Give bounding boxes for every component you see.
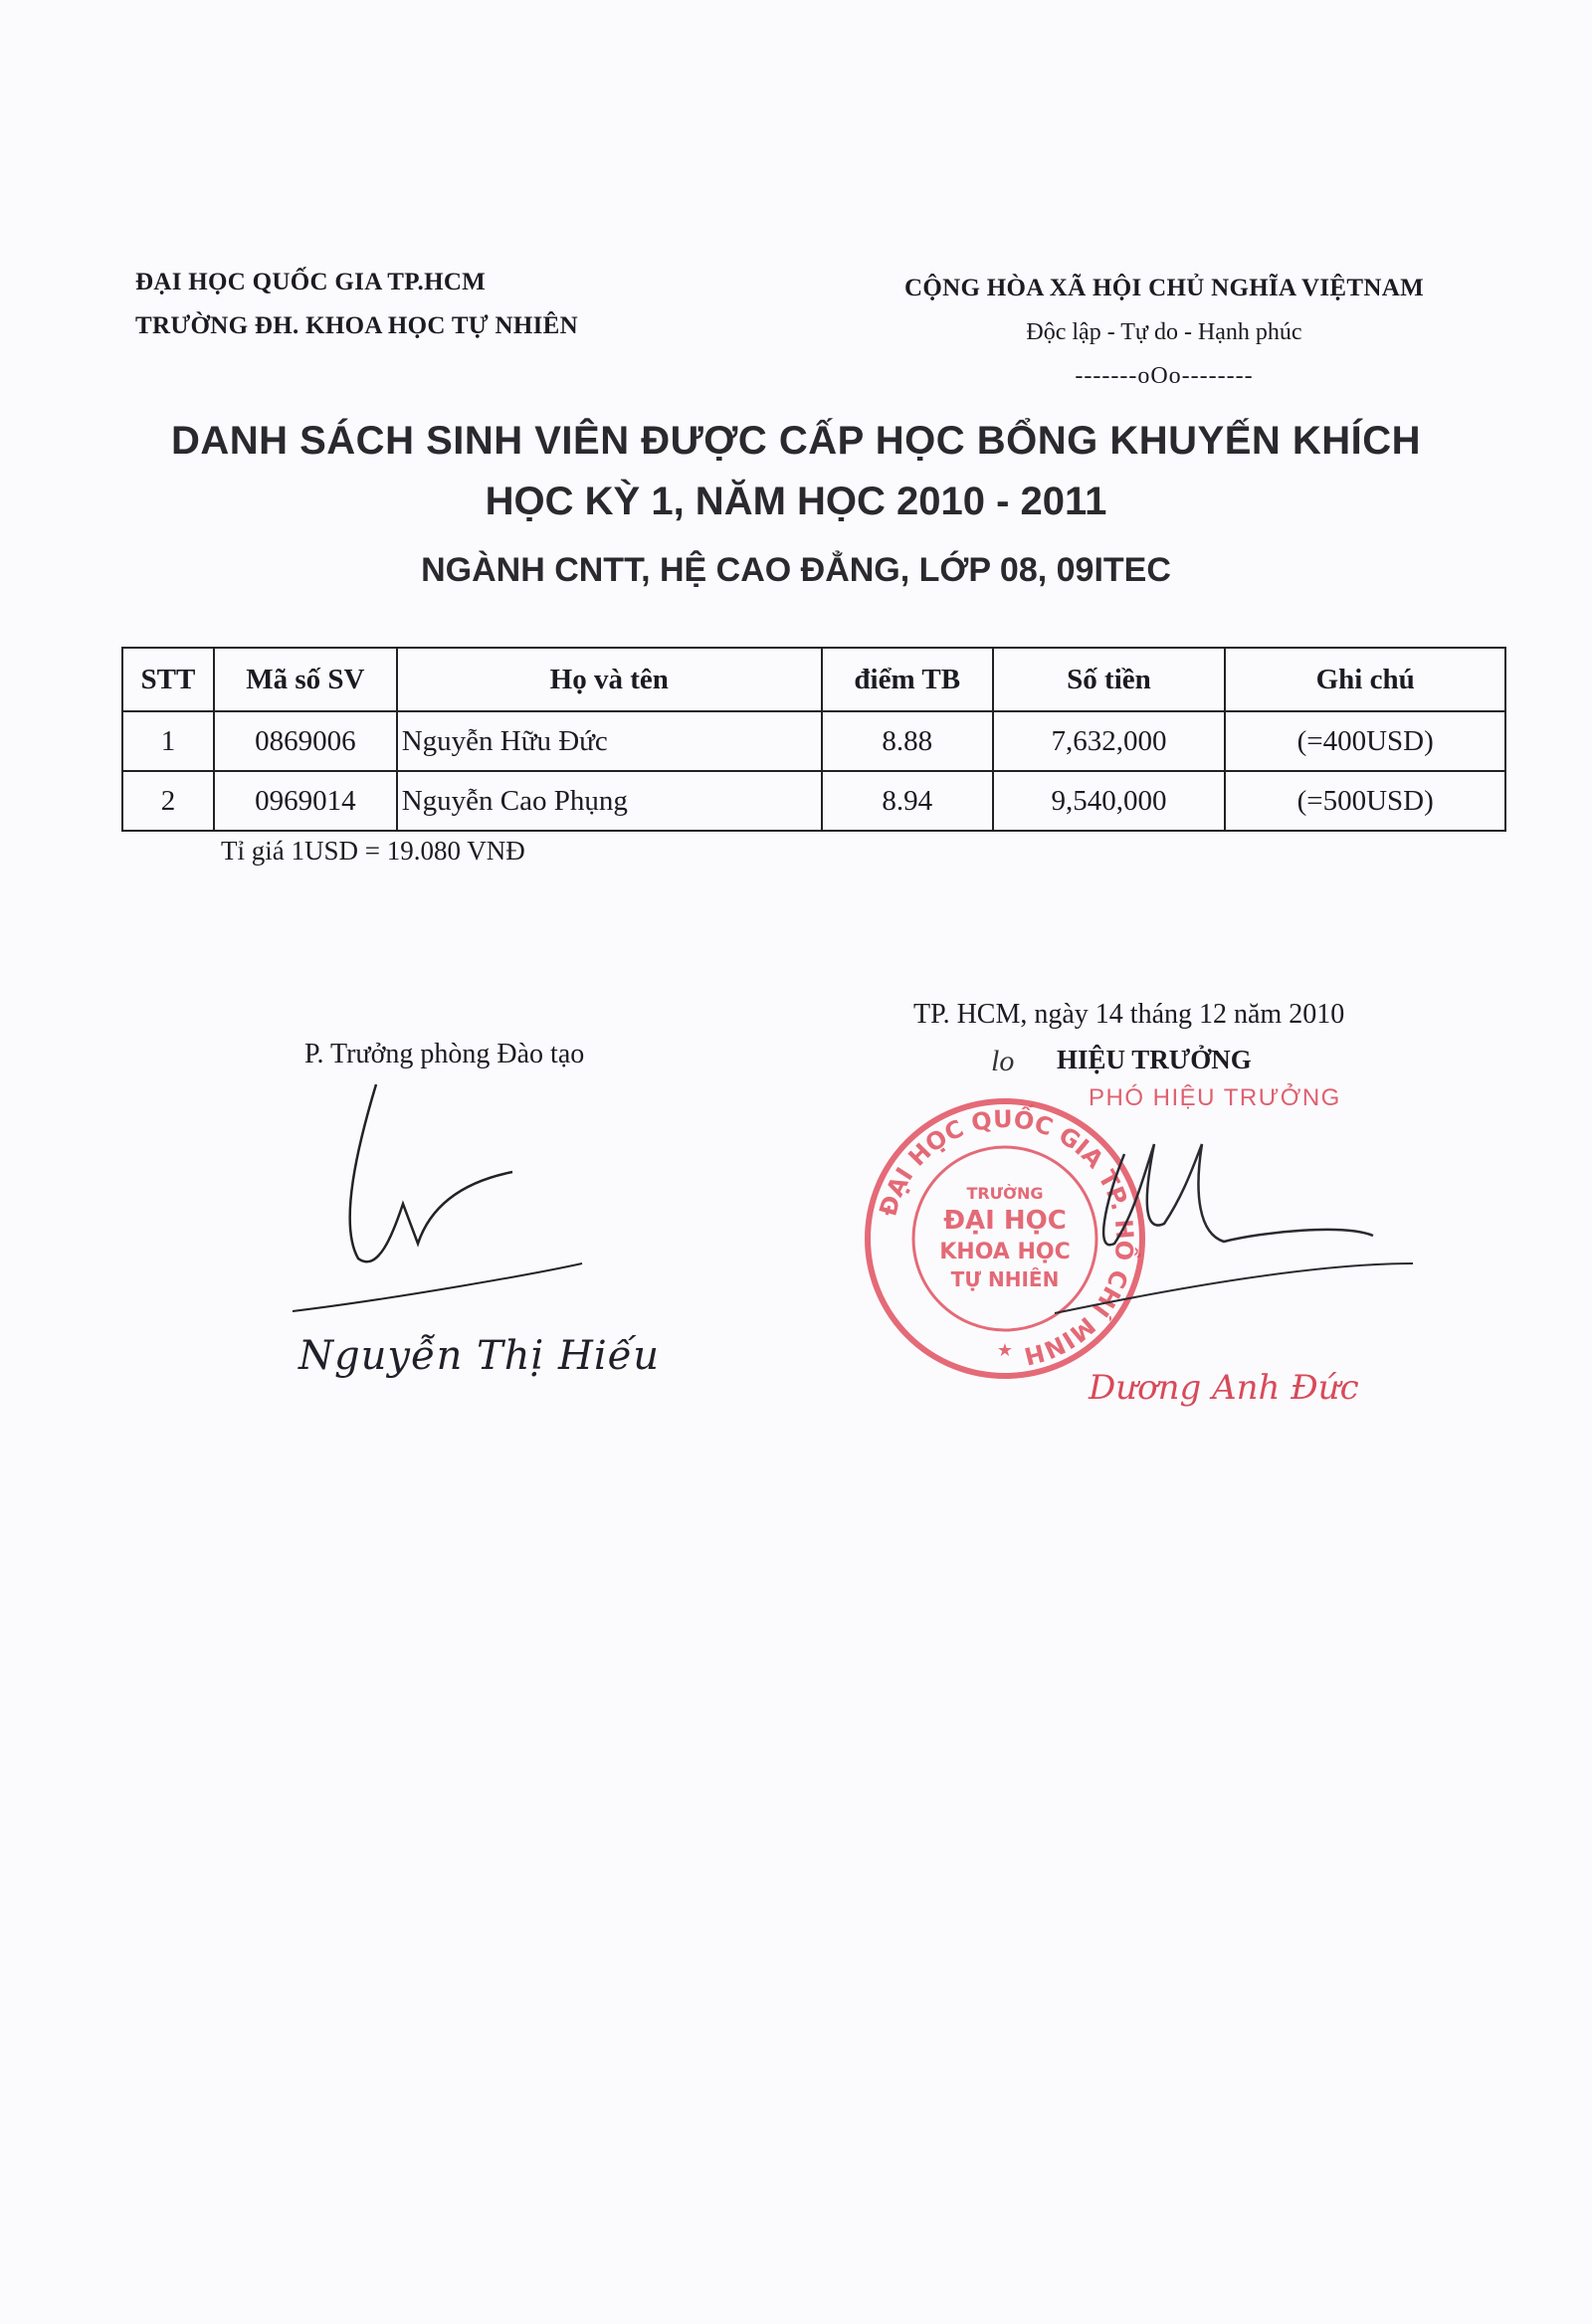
title-line-2: HỌC KỲ 1, NĂM HỌC 2010 - 2011	[485, 480, 1107, 523]
cell-amount: 7,632,000	[993, 711, 1226, 771]
exchange-rate-note: Tỉ giá 1USD = 19.080 VNĐ	[221, 836, 525, 866]
header-full-name: Họ và tên	[397, 648, 822, 711]
header-right	[866, 267, 1463, 398]
left-signer-name: Nguyễn Thị Hiếu	[298, 1333, 661, 1379]
seal-star-icon: ★	[996, 1340, 1014, 1360]
header-left	[135, 261, 578, 348]
cell-gpa: 8.88	[822, 711, 993, 771]
scholarship-table	[121, 647, 1506, 832]
document-title	[0, 410, 1592, 605]
left-signature-scribble	[279, 1055, 597, 1333]
cell-full-name: Nguyễn Hữu Đức	[397, 711, 822, 771]
header-student-id: Mã số SV	[214, 648, 397, 711]
seal-ring-text: ĐẠI HỌC QUỐC GIA TP. HỒ CHÍ MINH	[874, 1104, 1139, 1371]
cell-student-id: 0969014	[214, 771, 397, 831]
seal-line-3: KHOA HỌC	[939, 1240, 1071, 1264]
vice-principal-stamp-label: PHÓ HIỆU TRƯỞNG	[1089, 1084, 1341, 1111]
cell-note: (=400USD)	[1225, 711, 1505, 771]
national-motto: Độc lập - Tự do - Hạnh phúc	[1026, 319, 1302, 345]
faculty-name: TRƯỜNG ĐH. KHOA HỌC TỰ NHIÊN	[135, 312, 579, 339]
header-separator: -------oOo--------	[1075, 363, 1254, 389]
cell-amount: 9,540,000	[993, 771, 1226, 831]
right-signatory-title: HIỆU TRƯỞNG	[1057, 1045, 1252, 1074]
header-gpa: điểm TB	[822, 648, 993, 711]
right-signer-name: Dương Anh Đức	[1089, 1368, 1359, 1408]
table-row	[122, 711, 1505, 771]
header-note: Ghi chú	[1225, 648, 1505, 711]
cell-stt: 1	[122, 711, 214, 771]
seal-line-2: ĐẠI HỌC	[943, 1206, 1067, 1236]
right-signature-scribble	[1015, 1114, 1433, 1333]
left-signatory-title: P. Trưởng phòng Đào tạo	[304, 1039, 585, 1069]
cell-student-id: 0869006	[214, 711, 397, 771]
title-line-3: NGÀNH CNTT, HỆ CAO ĐẲNG, LỚP 08, 09ITEC	[421, 551, 1171, 589]
title-line-1: DANH SÁCH SINH VIÊN ĐƯỢC CẤP HỌC BỔNG KHUYẾN KHÍCH	[170, 419, 1422, 463]
republic-name: CỘNG HÒA XÃ HỘI CHỦ NGHĨA VIỆTNAM	[904, 275, 1424, 301]
table-header-row	[122, 648, 1505, 711]
seal-line-1: TRƯỜNG	[966, 1184, 1044, 1203]
table-row	[122, 771, 1505, 831]
cell-stt: 2	[122, 771, 214, 831]
cell-note: (=500USD)	[1225, 771, 1505, 831]
cell-full-name: Nguyễn Cao Phụng	[397, 771, 822, 831]
header-stt: STT	[122, 648, 214, 711]
seal-line-4: TỰ NHIÊN	[950, 1267, 1060, 1291]
place-and-date: TP. HCM, ngày 14 tháng 12 năm 2010	[913, 999, 1345, 1030]
university-name: ĐẠI HỌC QUỐC GIA TP.HCM	[135, 269, 487, 295]
cell-gpa: 8.94	[822, 771, 993, 831]
header-amount: Số tiền	[993, 648, 1226, 711]
delegation-paraph: lo	[991, 1045, 1015, 1077]
